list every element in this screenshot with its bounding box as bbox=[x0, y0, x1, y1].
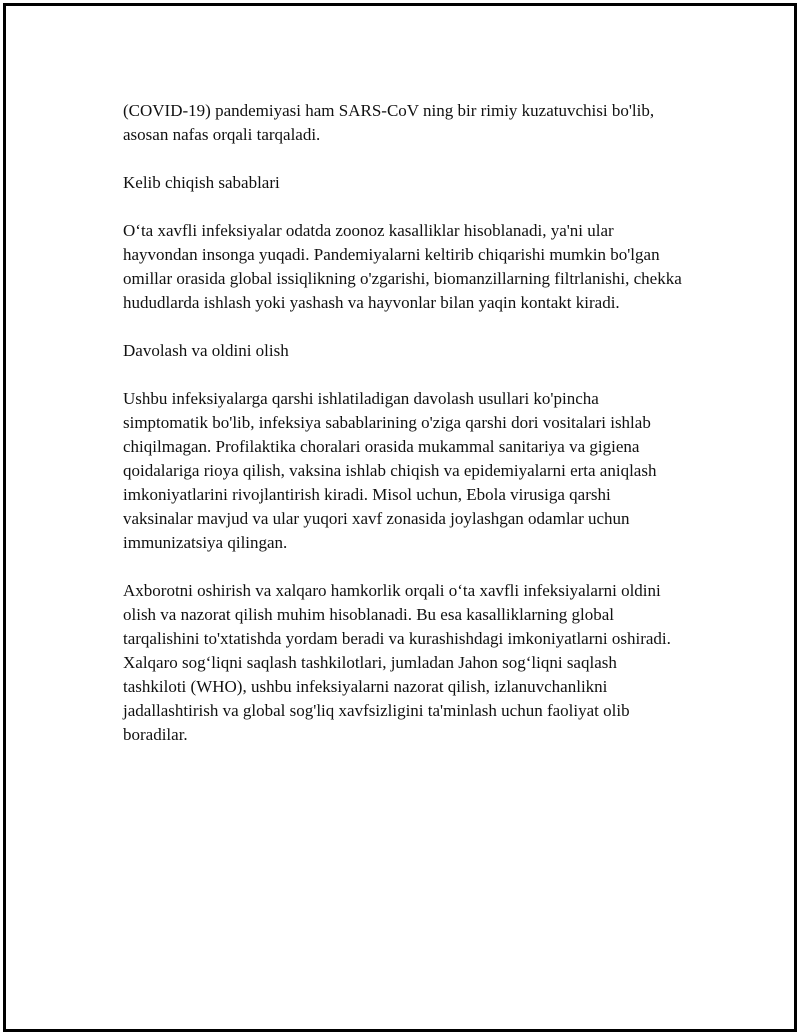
document-body bbox=[123, 99, 683, 771]
heading-causes: Kelib chiqish sabablari bbox=[123, 173, 280, 192]
page-frame bbox=[3, 3, 797, 1032]
paragraph-causes: O‘ta xavfli infeksiyalar odatda zoonoz kasalliklar hisoblanadi, ya'ni ular hayvondan insonga yuqadi. Pandemiyalarni keltirib chiqarishi mumkin bo'lgan omillar orasida global issiqlikning o'zgarishi, biomanzillarning filtrlanishi, chekka hududlarda ishlash yoki yashash va hayvonlar bilan yaqin kontakt kiradi. bbox=[123, 221, 682, 312]
paragraph-cooperation: Axborotni oshirish va xalqaro hamkorlik orqali o‘ta xavfli infeksiyalarni oldini olish va nazorat qilish muhim hisoblanadi. Bu esa kasalliklarning global tarqalishini to'xtatishda yordam beradi va kurashishdagi imkoniyatlarni oshiradi. Xalqaro sog‘liqni saqlash tashkilotlari, jumladan Jahon sog‘liqni saqlash tashkiloti (WHO), ushbu infeksiyalarni nazorat qilish, izlanuvchanlikni jadallashtirish va global sog'liq xavfsizligini ta'minlash uchun faoliyat olib boradilar. bbox=[123, 581, 671, 744]
heading-treatment: Davolash va oldini olish bbox=[123, 341, 289, 360]
paragraph-intro: (COVID-19) pandemiyasi ham SARS-CoV ning bir rimiy kuzatuvchisi bo'lib, asosan nafas orqali tarqaladi. bbox=[123, 101, 655, 144]
paragraph-treatment: Ushbu infeksiyalarga qarshi ishlatiladigan davolash usullari ko'pincha simptomatik bo'lib, infeksiya sabablarining o'ziga qarshi dori vositalari ishlab chiqilmagan. Profilaktika choralari orasida mukammal sanitariya va gigiena qoidalariga rioya qilish, vaksina ishlab chiqish va epidemiyalarni erta aniqlash imkoniyatlarini rivojlantirish kiradi. Misol uchun, Ebola virusiga qarshi vaksinalar mavjud va ular yuqori xavf zonasida joylashgan odamlar uchun immunizatsiya qilingan. bbox=[123, 389, 657, 552]
